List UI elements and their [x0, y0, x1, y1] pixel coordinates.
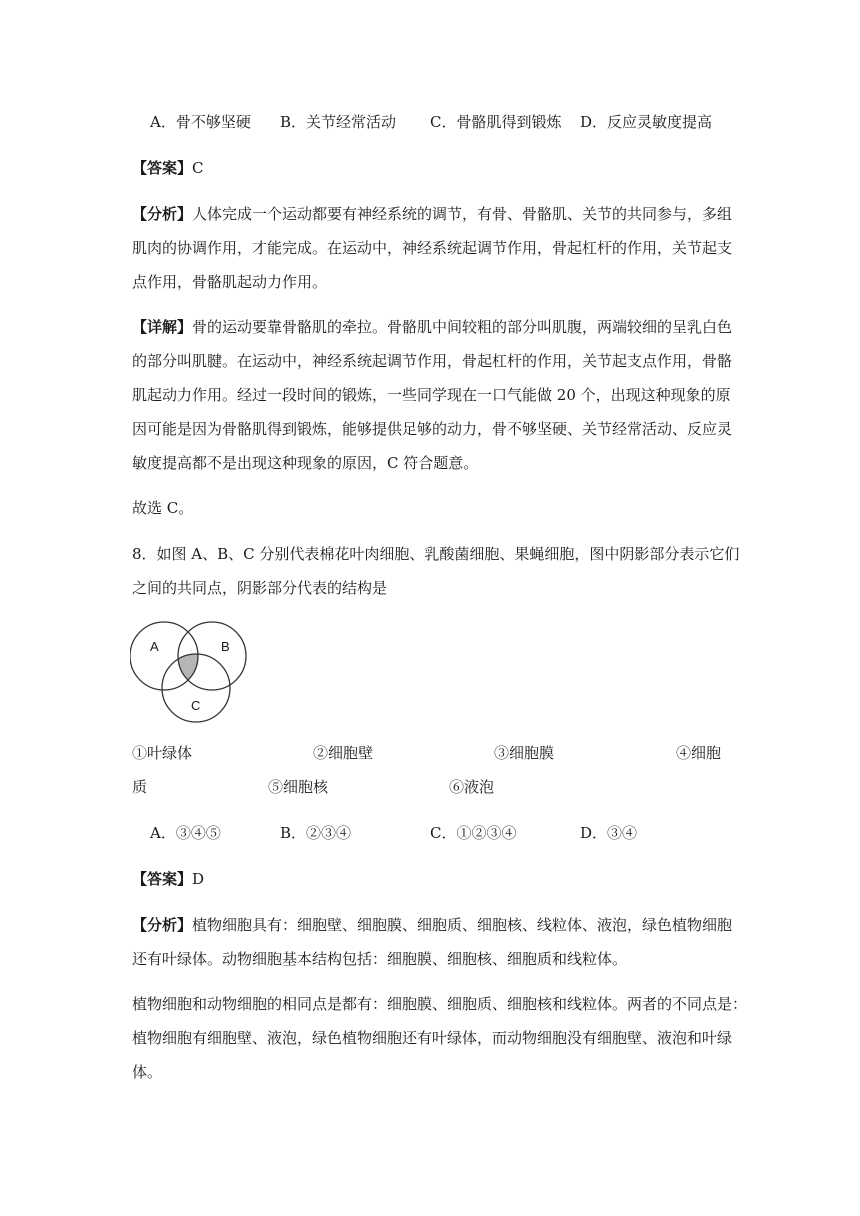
q7-analysis-line-2: 肌肉的协调作用，才能完成。在运动中，神经系统起调节作用，骨起杠杆的作用，关节起支	[132, 239, 733, 257]
q8-item-1: ①叶绿体	[132, 744, 193, 762]
q8-option-c: C．①②③④	[430, 824, 517, 842]
q8-stem-line-2: 之间的共同点，阴影部分代表的结构是	[132, 579, 388, 597]
venn-diagram	[130, 614, 260, 726]
answer-tag: 【答案】	[132, 159, 193, 177]
analysis-tag: 【分析】	[132, 916, 193, 934]
answer-value: C	[192, 159, 204, 177]
answer-value: D	[192, 870, 205, 888]
answer-tag: 【答案】	[132, 870, 193, 888]
detail-tag: 【详解】	[132, 318, 193, 336]
detail-text: 骨的运动要靠骨骼肌的牵拉。骨骼肌中间较粗的部分叫肌腹，两端较细的呈乳白色	[192, 318, 733, 336]
q7-analysis-line-1	[132, 204, 732, 224]
analysis-tag: 【分析】	[132, 205, 193, 223]
venn-label-c: C	[191, 698, 201, 713]
q8-para-line-2: 植物细胞有细胞壁、液泡，绿色植物细胞还有叶绿体，而动物细胞没有细胞壁、液泡和叶绿	[132, 1029, 733, 1047]
q8-item-3: ③细胞膜	[494, 744, 555, 762]
q8-item-5: ⑤细胞核	[268, 778, 329, 796]
q7-detail-line-5: 敏度提高都不是出现这种现象的原因，C 符合题意。	[132, 454, 479, 472]
q8-option-d: D．③④	[580, 824, 638, 842]
q8-item-4: ④细胞	[676, 744, 722, 762]
q7-answer	[132, 158, 204, 178]
q7-option-d: D．反应灵敏度提高	[580, 113, 713, 131]
q8-item-4-cont: 质	[132, 778, 148, 796]
analysis-text: 人体完成一个运动都要有神经系统的调节，有骨、骨骼肌、关节的共同参与，多组	[192, 205, 733, 223]
q8-para-line-1: 植物细胞和动物细胞的相同点是都有：细胞膜、细胞质、细胞核和线粒体。两者的不同点是：	[132, 995, 748, 1013]
q7-analysis-line-3: 点作用，骨骼肌起动力作用。	[132, 273, 328, 291]
q7-detail-line-2: 的部分叫肌腱。在运动中，神经系统起调节作用，骨起杠杆的作用，关节起支点作用，骨骼	[132, 352, 733, 370]
q7-detail-line-3: 肌起动力作用。经过一段时间的锻炼，一些同学现在一口气能做 20 个，出现这种现象的原	[132, 386, 731, 404]
q7-detail-line-4: 因可能是因为骨骼肌得到锻炼，能够提供足够的动力，骨不够坚硬、关节经常活动、反应灵	[132, 420, 733, 438]
analysis-text: 植物细胞具有：细胞壁、细胞膜、细胞质、细胞核、线粒体、液泡，绿色植物细胞	[192, 916, 733, 934]
venn-label-a: A	[150, 639, 159, 654]
q7-option-c: C．骨骼肌得到锻炼	[430, 113, 562, 131]
q8-para-line-3: 体。	[132, 1063, 163, 1081]
q8-stem-line-1: 8．如图 A、B、C 分别代表棉花叶肉细胞、乳酸菌细胞、果蝇细胞，图中阴影部分表示它们	[132, 545, 740, 563]
q8-analysis-line-2: 还有叶绿体。动物细胞基本结构包括：细胞膜、细胞核、细胞质和线粒体。	[132, 950, 628, 968]
q8-option-a: A．③④⑤	[150, 824, 221, 842]
q8-answer	[132, 869, 204, 889]
q7-option-b: B．关节经常活动	[280, 113, 397, 131]
q7-conclusion: 故选 C。	[132, 499, 194, 517]
q8-analysis-line-1	[132, 915, 732, 935]
venn-label-b: B	[221, 639, 230, 654]
q8-option-b: B．②③④	[280, 824, 352, 842]
q7-detail-line-1	[132, 317, 732, 337]
q7-option-a: A．骨不够坚硬	[150, 113, 251, 131]
q8-item-6: ⑥液泡	[449, 778, 495, 796]
q8-item-2: ②细胞壁	[313, 744, 374, 762]
